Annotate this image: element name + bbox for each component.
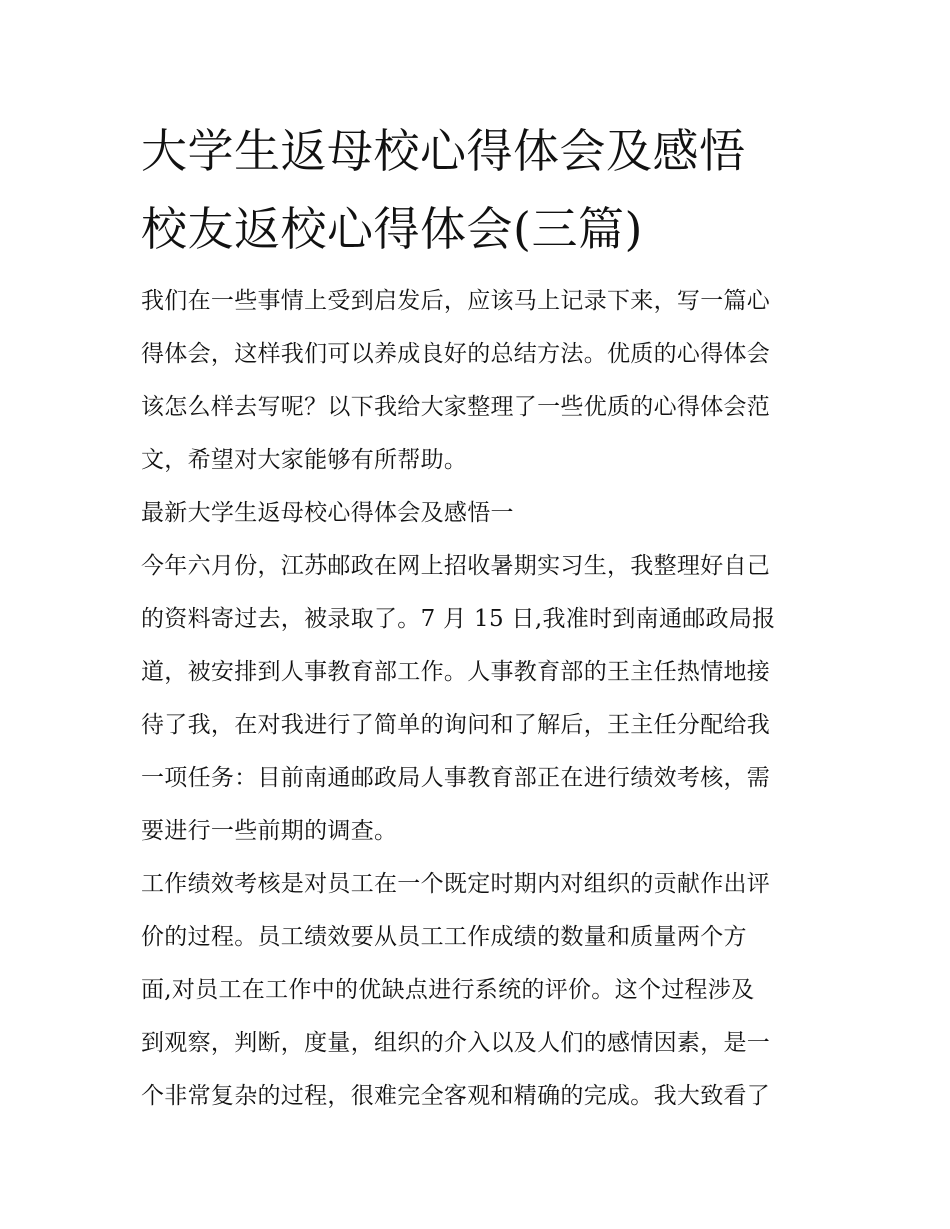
paragraph-1-line-4: 待了我，在对我进行了简单的询问和了解后，王主任分配给我: [141, 712, 771, 738]
paragraph-1-line-2: 的资料寄过去，被录取了。7 月 15 日,我准时到南通邮政局报: [141, 606, 776, 632]
section-heading: 最新大学生返母校心得体会及感悟一: [141, 500, 514, 526]
intro-line-2: 得体会，这样我们可以养成良好的总结方法。优质的心得体会: [141, 341, 771, 367]
paragraph-1-line-6: 要进行一些前期的调查。: [141, 818, 398, 844]
paragraph-1-line-1: 今年六月份，江苏邮政在网上招收暑期实习生，我整理好自己: [141, 553, 771, 579]
intro-line-1: 我们在一些事情上受到启发后，应该马上记录下来，写一篇心: [141, 288, 771, 314]
intro-line-4: 文，希望对大家能够有所帮助。: [141, 447, 468, 473]
paragraph-2-line-3: 面,对员工在工作中的优缺点进行系统的评价。这个过程涉及: [141, 977, 755, 1003]
title-line-2: 校友返校心得体会(三篇): [141, 202, 643, 256]
paragraph-2-line-2: 价的过程。员工绩效要从员工工作成绩的数量和质量两个方: [141, 924, 747, 950]
paragraph-2-line-5: 个非常复杂的过程，很难完全客观和精确的完成。我大致看了: [141, 1083, 771, 1109]
document-content: [141, 112, 813, 1130]
document-body: [141, 282, 813, 1115]
document-title: [141, 112, 813, 268]
paragraph-2-line-1: 工作绩效考核是对员工在一个既定时期内对组织的贡献作出评: [141, 871, 771, 897]
paragraph-1-line-5: 一项任务：目前南通邮政局人事教育部正在进行绩效考核，需: [141, 765, 771, 791]
title-line-1: 大学生返母校心得体会及感悟: [141, 124, 746, 178]
paragraph-1-line-3: 道，被安排到人事教育部工作。人事教育部的王主任热情地接: [141, 659, 771, 685]
intro-line-3: 该怎么样去写呢？以下我给大家整理了一些优质的心得体会范: [141, 394, 771, 420]
paragraph-2-line-4: 到观察，判断，度量，组织的介入以及人们的感情因素，是一: [141, 1030, 771, 1056]
